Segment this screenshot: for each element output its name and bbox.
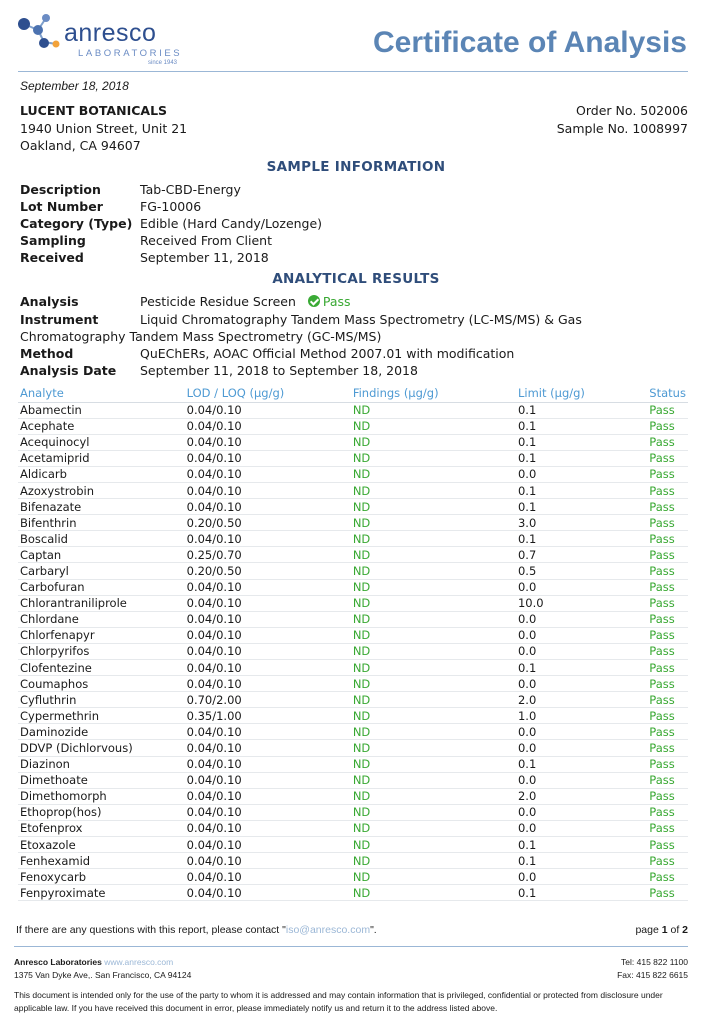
results-body (18, 402, 688, 901)
analyte-cell: Etoxazole (18, 837, 185, 853)
footer-tel: Tel: 415 822 1100 (621, 957, 688, 967)
column-header-lod-loq: LOD / LOQ (µg/g) (185, 385, 351, 402)
page-number (635, 924, 688, 936)
table-row (18, 482, 688, 498)
logo-name: anresco (64, 19, 157, 47)
table-row (18, 531, 688, 547)
limit-cell: 0.0 (516, 627, 647, 643)
limit-cell: 0.0 (516, 804, 647, 820)
limit-cell: 2.0 (516, 692, 647, 708)
page-of: of (667, 924, 683, 936)
order-info (557, 102, 688, 137)
analyte-cell: Carbaryl (18, 563, 185, 579)
analysis-label: Analysis (20, 294, 79, 309)
status-cell: Pass (647, 466, 688, 482)
table-row (18, 547, 688, 563)
column-header-limit: Limit (µg/g) (516, 385, 647, 402)
findings-cell: ND (351, 740, 516, 756)
analysis-value: Pesticide Residue Screen (140, 294, 296, 309)
limit-cell: 0.0 (516, 466, 647, 482)
findings-cell: ND (351, 482, 516, 498)
lod-loq-cell: 0.35/1.00 (185, 708, 351, 724)
analyte-cell: Bifenazate (18, 499, 185, 515)
table-row (18, 466, 688, 482)
limit-cell: 10.0 (516, 595, 647, 611)
findings-cell: ND (351, 579, 516, 595)
instrument-label: Instrument (20, 312, 99, 327)
limit-cell: 0.1 (516, 885, 647, 901)
status-cell: Pass (647, 740, 688, 756)
lod-loq-cell: 0.04/0.10 (185, 531, 351, 547)
analyte-cell: Fenoxycarb (18, 869, 185, 885)
table-row (18, 804, 688, 820)
instrument-value: Liquid Chromatography Tandem Mass Spectrometry (LC-MS/MS) & Gas Chromatography Tandem Mass Spectrometry (GC-MS/MS) (20, 312, 582, 344)
status-cell: Pass (647, 418, 688, 434)
table-row (18, 756, 688, 772)
status-cell: Pass (647, 499, 688, 515)
limit-cell: 0.1 (516, 499, 647, 515)
field-value: Edible (Hard Candy/Lozenge) (140, 216, 323, 231)
field-value: FG-10006 (140, 199, 202, 214)
findings-cell: ND (351, 692, 516, 708)
analyte-cell: Chlorfenapyr (18, 627, 185, 643)
lod-loq-cell: 0.20/0.50 (185, 563, 351, 579)
table-row (18, 418, 688, 434)
limit-cell: 2.0 (516, 788, 647, 804)
findings-cell: ND (351, 676, 516, 692)
footer-company-info (14, 956, 191, 982)
analyte-cell: Carbofuran (18, 579, 185, 595)
table-row (18, 772, 688, 788)
table-row (18, 788, 688, 804)
limit-cell: 0.0 (516, 611, 647, 627)
limit-cell: 0.1 (516, 837, 647, 853)
table-row (18, 708, 688, 724)
contact-prefix: If there are any questions with this report, please contact " (16, 924, 286, 936)
client-name: LUCENT BOTANICALS (20, 103, 168, 118)
method-value: QuEChERs, AOAC Official Method 2007.01 with modification (140, 346, 515, 361)
analyte-cell: Daminozide (18, 724, 185, 740)
analyte-cell: Acetamiprid (18, 450, 185, 466)
table-row (18, 643, 688, 659)
limit-cell: 0.0 (516, 676, 647, 692)
lod-loq-cell: 0.04/0.10 (185, 418, 351, 434)
analyte-cell: Fenhexamid (18, 853, 185, 869)
status-cell: Pass (647, 563, 688, 579)
field-value: Received From Client (140, 233, 272, 248)
lod-loq-cell: 0.04/0.10 (185, 499, 351, 515)
lod-loq-cell: 0.04/0.10 (185, 402, 351, 418)
field-label: Description (20, 182, 101, 197)
table-row (18, 611, 688, 627)
findings-cell: ND (351, 756, 516, 772)
analyte-cell: Diazinon (18, 756, 185, 772)
results-header-row (18, 385, 688, 402)
findings-cell: ND (351, 708, 516, 724)
status-cell: Pass (647, 885, 688, 901)
contact-email-link[interactable]: iso@anresco.com (285, 924, 371, 936)
findings-cell: ND (351, 418, 516, 434)
findings-cell: ND (351, 499, 516, 515)
findings-cell: ND (351, 837, 516, 853)
status-cell: Pass (647, 482, 688, 498)
footer-fax: Fax: 415 822 6615 (617, 970, 688, 980)
findings-cell: ND (351, 643, 516, 659)
logo-subtitle: LABORATORIES (78, 48, 183, 59)
analyte-cell: Fenpyroximate (18, 885, 185, 901)
limit-cell: 0.0 (516, 820, 647, 836)
analyte-cell: Azoxystrobin (18, 482, 185, 498)
limit-cell: 0.1 (516, 402, 647, 418)
contact-suffix: ". (370, 924, 377, 936)
limit-cell: 0.1 (516, 418, 647, 434)
table-row (18, 450, 688, 466)
status-cell: Pass (647, 788, 688, 804)
field-label: Category (Type) (20, 216, 133, 231)
status-cell: Pass (647, 724, 688, 740)
status-cell: Pass (647, 579, 688, 595)
analysis-date-label: Analysis Date (20, 363, 117, 378)
page-prefix: page (635, 924, 662, 936)
lod-loq-cell: 0.04/0.10 (185, 837, 351, 853)
findings-cell: ND (351, 820, 516, 836)
field-label: Received (20, 250, 84, 265)
table-row (18, 499, 688, 515)
table-row (18, 885, 688, 901)
status-cell: Pass (647, 853, 688, 869)
lod-loq-cell: 0.04/0.10 (185, 450, 351, 466)
findings-cell: ND (351, 885, 516, 901)
findings-cell: ND (351, 547, 516, 563)
lod-loq-cell: 0.04/0.10 (185, 466, 351, 482)
limit-cell: 1.0 (516, 708, 647, 724)
table-row (18, 724, 688, 740)
sample-number: Sample No. 1008997 (556, 120, 688, 136)
limit-cell: 0.0 (516, 724, 647, 740)
limit-cell: 0.1 (516, 482, 647, 498)
anresco-logo (16, 12, 216, 66)
document-title: Certificate of Analysis (373, 26, 687, 59)
client-address (20, 102, 187, 155)
status-cell: Pass (647, 643, 688, 659)
limit-cell: 0.5 (516, 563, 647, 579)
lod-loq-cell: 0.04/0.10 (185, 869, 351, 885)
status-cell: Pass (647, 756, 688, 772)
footer-company-name: Anresco Laboratories (14, 957, 102, 967)
status-cell: Pass (647, 531, 688, 547)
analyte-cell: Boscalid (18, 531, 185, 547)
page-total: 2 (682, 924, 688, 936)
field-label: Lot Number (20, 199, 103, 214)
lod-loq-cell: 0.04/0.10 (185, 756, 351, 772)
sample-information-title: SAMPLE INFORMATION (266, 159, 446, 175)
table-row (18, 837, 688, 853)
column-header-findings: Findings (µg/g) (351, 385, 516, 402)
footer-website-link[interactable]: www.anresco.com (104, 957, 174, 967)
status-cell: Pass (647, 708, 688, 724)
analyte-cell: Chlorantraniliprole (18, 595, 185, 611)
analyte-cell: DDVP (Dichlorvous) (18, 740, 185, 756)
table-row (18, 515, 688, 531)
analyte-cell: Clofentezine (18, 660, 185, 676)
status-cell: Pass (647, 450, 688, 466)
analyte-cell: Etofenprox (18, 820, 185, 836)
status-cell: Pass (647, 837, 688, 853)
status-cell: Pass (647, 660, 688, 676)
title-divider (18, 71, 688, 72)
lod-loq-cell: 0.04/0.10 (185, 820, 351, 836)
lod-loq-cell: 0.04/0.10 (185, 885, 351, 901)
field-value: September 11, 2018 (140, 250, 269, 265)
status-cell: Pass (647, 692, 688, 708)
findings-cell: ND (351, 531, 516, 547)
lod-loq-cell: 0.04/0.10 (185, 643, 351, 659)
lod-loq-cell: 0.04/0.10 (185, 482, 351, 498)
findings-cell: ND (351, 627, 516, 643)
analytical-results-title: ANALYTICAL RESULTS (272, 271, 440, 287)
client-address-line2: Oakland, CA 94607 (20, 138, 141, 153)
method-label: Method (20, 346, 74, 361)
limit-cell: 0.0 (516, 579, 647, 595)
column-header-analyte: Analyte (18, 385, 185, 402)
analysis-status-label: Pass (322, 294, 351, 309)
check-circle-icon (308, 295, 320, 307)
lod-loq-cell: 0.04/0.10 (185, 740, 351, 756)
analyte-cell: Dimethoate (18, 772, 185, 788)
instrument-row (20, 311, 690, 345)
lod-loq-cell: 0.04/0.10 (185, 660, 351, 676)
report-date: September 18, 2018 (20, 79, 129, 93)
analyte-cell: Coumaphos (18, 676, 185, 692)
analyte-cell: Chlorpyrifos (18, 643, 185, 659)
analyte-cell: Dimethomorph (18, 788, 185, 804)
analyte-cell: Bifenthrin (18, 515, 185, 531)
analysis-status (308, 294, 351, 309)
limit-cell: 0.1 (516, 434, 647, 450)
contact-line (16, 924, 377, 936)
order-number: Order No. 502006 (576, 103, 688, 118)
analyte-cell: Acephate (18, 418, 185, 434)
findings-cell: ND (351, 660, 516, 676)
lod-loq-cell: 0.04/0.10 (185, 804, 351, 820)
status-cell: Pass (647, 547, 688, 563)
findings-cell: ND (351, 466, 516, 482)
client-address-line1: 1940 Union Street, Unit 21 (20, 120, 188, 136)
table-row (18, 692, 688, 708)
table-row (18, 820, 688, 836)
table-row (18, 869, 688, 885)
analyte-cell: Ethoprop(hos) (18, 804, 185, 820)
table-row (18, 563, 688, 579)
limit-cell: 0.1 (516, 531, 647, 547)
page-current: 1 (661, 924, 668, 936)
lod-loq-cell: 0.20/0.50 (185, 515, 351, 531)
findings-cell: ND (351, 804, 516, 820)
status-cell: Pass (647, 402, 688, 418)
findings-cell: ND (351, 788, 516, 804)
lod-loq-cell: 0.04/0.10 (185, 611, 351, 627)
limit-cell: 0.1 (516, 660, 647, 676)
table-row (18, 676, 688, 692)
status-cell: Pass (647, 804, 688, 820)
field-value: Tab-CBD-Energy (140, 182, 241, 197)
findings-cell: ND (351, 772, 516, 788)
lod-loq-cell: 0.04/0.10 (185, 595, 351, 611)
footer-address: 1375 Van Dyke Ave,. San Francisco, CA 94124 (14, 970, 192, 980)
findings-cell: ND (351, 853, 516, 869)
footer-phone-info (617, 956, 688, 982)
findings-cell: ND (351, 724, 516, 740)
findings-cell: ND (351, 595, 516, 611)
status-cell: Pass (647, 595, 688, 611)
lod-loq-cell: 0.25/0.70 (185, 547, 351, 563)
status-cell: Pass (647, 434, 688, 450)
analyte-cell: Abamectin (18, 402, 185, 418)
status-cell: Pass (647, 515, 688, 531)
lod-loq-cell: 0.04/0.10 (185, 676, 351, 692)
lod-loq-cell: 0.70/2.00 (185, 692, 351, 708)
results-table (18, 385, 688, 901)
limit-cell: 0.0 (516, 643, 647, 659)
limit-cell: 0.1 (516, 853, 647, 869)
analysis-date-value: September 11, 2018 to September 18, 2018 (140, 363, 418, 378)
findings-cell: ND (351, 611, 516, 627)
limit-cell: 0.0 (516, 740, 647, 756)
limit-cell: 0.0 (516, 869, 647, 885)
analyte-cell: Cypermethrin (18, 708, 185, 724)
findings-cell: ND (351, 869, 516, 885)
table-row (18, 660, 688, 676)
disclaimer: This document is intended only for the use of the party to whom it is addressed and may contain information that is privileged, confidential or protected from disclosure under applicable law. If you have received this document in error, please immediately notify us and return it to the address listed above. (14, 990, 663, 1013)
limit-cell: 3.0 (516, 515, 647, 531)
status-cell: Pass (647, 627, 688, 643)
table-row (18, 595, 688, 611)
findings-cell: ND (351, 450, 516, 466)
table-row (18, 402, 688, 418)
lod-loq-cell: 0.04/0.10 (185, 434, 351, 450)
analyte-cell: Aldicarb (18, 466, 185, 482)
table-row (18, 434, 688, 450)
lod-loq-cell: 0.04/0.10 (185, 788, 351, 804)
limit-cell: 0.7 (516, 547, 647, 563)
lod-loq-cell: 0.04/0.10 (185, 579, 351, 595)
lod-loq-cell: 0.04/0.10 (185, 627, 351, 643)
analyte-cell: Cyfluthrin (18, 692, 185, 708)
table-row (18, 853, 688, 869)
status-cell: Pass (647, 820, 688, 836)
logo-since: since 1943 (148, 60, 178, 66)
analyte-cell: Captan (18, 547, 185, 563)
lod-loq-cell: 0.04/0.10 (185, 853, 351, 869)
findings-cell: ND (351, 434, 516, 450)
status-cell: Pass (647, 869, 688, 885)
lod-loq-cell: 0.04/0.10 (185, 724, 351, 740)
limit-cell: 0.1 (516, 756, 647, 772)
findings-cell: ND (351, 402, 516, 418)
molecule-icon (16, 12, 64, 52)
findings-cell: ND (351, 563, 516, 579)
footer-divider (14, 946, 688, 947)
table-row (18, 579, 688, 595)
column-header-status: Status (647, 385, 688, 402)
status-cell: Pass (647, 676, 688, 692)
findings-cell: ND (351, 515, 516, 531)
table-row (18, 740, 688, 756)
limit-cell: 0.0 (516, 772, 647, 788)
lod-loq-cell: 0.04/0.10 (185, 772, 351, 788)
table-row (18, 627, 688, 643)
analyte-cell: Acequinocyl (18, 434, 185, 450)
analyte-cell: Chlordane (18, 611, 185, 627)
status-cell: Pass (647, 772, 688, 788)
limit-cell: 0.1 (516, 450, 647, 466)
field-label: Sampling (20, 233, 86, 248)
status-cell: Pass (647, 611, 688, 627)
